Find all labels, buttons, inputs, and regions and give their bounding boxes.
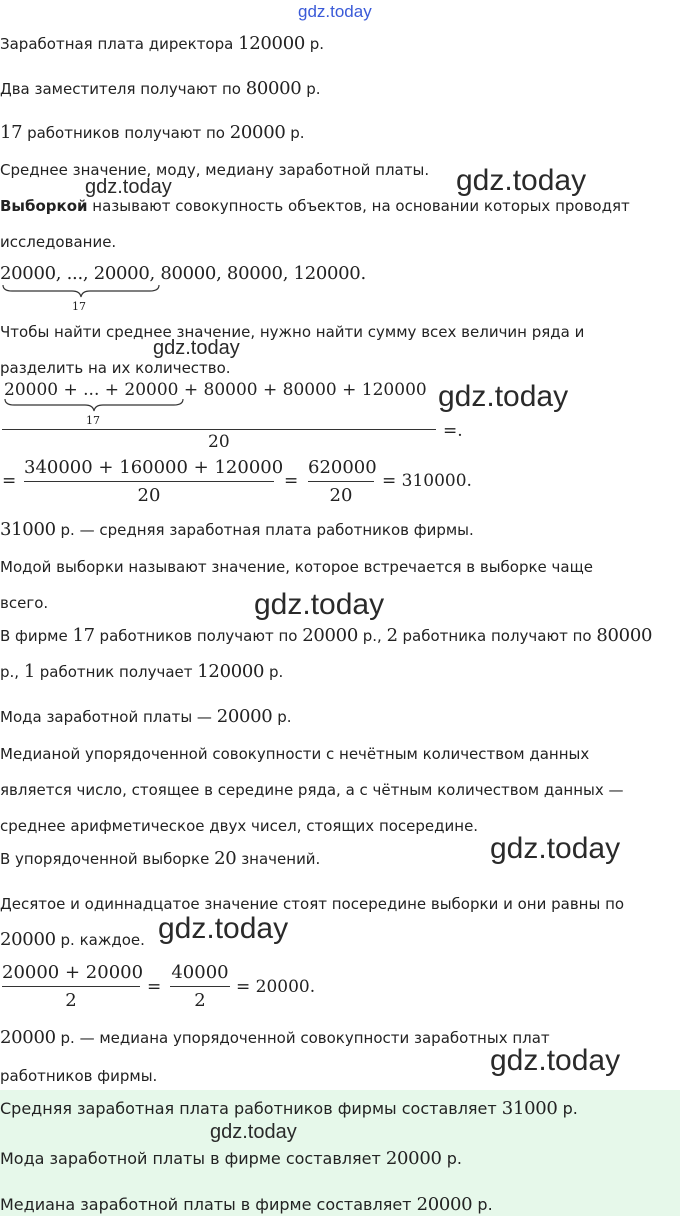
given-deputies: Два заместителя получают по 80000 р.	[0, 78, 321, 99]
watermark: gdz.today	[490, 1044, 621, 1077]
mean-fraction-2: 620000 20	[308, 457, 377, 506]
mode-definition: Модой выборки называют значение, которое встречается в выборке чаще	[0, 558, 593, 576]
task-statement: Среднее значение, моду, медиану заработной платы.	[0, 161, 430, 179]
answer-mean: Средняя заработная плата работников фирмы составляет 31000 р.	[0, 1098, 578, 1119]
mean-result: = 310000.	[382, 471, 472, 491]
watermark: gdz.today	[456, 164, 587, 197]
watermark: gdz.today	[158, 912, 289, 945]
sample-definition: Выборкой называют совокупность объектов, на основании которых проводят	[0, 197, 630, 215]
mean-numerator: 20000 + ... + 20000 + 80000 + 80000 + 120000	[4, 380, 427, 400]
median-fraction-2: 40000 2	[171, 962, 229, 1011]
mode-result: Мода заработной платы — 20000 р.	[0, 706, 292, 727]
median-fraction-1: 20000 + 20000 2	[2, 962, 144, 1011]
mean-eq-mid: =	[284, 471, 299, 491]
median-conclusion: 20000 р. — медиана упорядоченной совокупности заработных плат	[0, 1027, 550, 1048]
mean-equals: =.	[443, 421, 463, 441]
given-workers: 17 работников получают по 20000 р.	[0, 122, 305, 143]
median-conclusion-cont: работников фирмы.	[0, 1067, 158, 1085]
mean-brace-label: 17	[86, 414, 100, 427]
mean-explanation: Чтобы найти среднее значение, нужно найти сумму всех величин ряда и	[0, 323, 585, 341]
answer-mode: Мода заработной платы в фирме составляет 20000 р.	[0, 1148, 462, 1169]
median-definition-cont: является число, стоящее в середине ряда, а с чётным количеством данных —	[0, 781, 624, 799]
mean-fraction-bar	[2, 429, 436, 430]
watermark: gdz.today	[85, 176, 172, 198]
mean-denominator: 20	[208, 432, 230, 452]
watermark: gdz.today	[153, 337, 240, 359]
mode-data-line-cont: р., 1 работник получает 120000 р.	[0, 661, 284, 682]
median-middle: Десятое и одиннадцатое значение стоят посередине выборки и они равны по	[0, 895, 625, 913]
sample-row: 20000, ..., 20000, 80000, 80000, 120000.	[0, 263, 366, 284]
mean-conclusion: 31000 р. — средняя заработная плата работников фирмы.	[0, 519, 474, 540]
sample-definition-cont: исследование.	[0, 233, 117, 251]
mean-eq-lead: =	[2, 471, 17, 491]
mean-explanation-cont: разделить на их количество.	[0, 359, 231, 377]
sample-brace-label: 17	[72, 300, 86, 313]
watermark: gdz.today	[254, 588, 385, 621]
given-director: Заработная плата директора 120000 р.	[0, 33, 325, 54]
mean-brace	[4, 398, 184, 412]
median-eq-mid: =	[147, 977, 162, 997]
answer-median: Медиана заработной платы в фирме составляет 20000 р.	[0, 1194, 493, 1215]
mode-definition-cont: всего.	[0, 594, 49, 612]
sample-brace	[2, 284, 160, 298]
mode-data-line: В фирме 17 работников получают по 20000 р., 2 работника получают по 80000	[0, 625, 653, 646]
site-logo[interactable]: gdz.today	[298, 2, 372, 21]
median-definition: Медианой упорядоченной совокупности с нечётным количеством данных	[0, 745, 590, 763]
watermark: gdz.today	[438, 380, 569, 413]
median-result: = 20000.	[236, 977, 316, 997]
median-count: В упорядоченной выборке 20 значений.	[0, 848, 321, 869]
median-definition-end: среднее арифметическое двух чисел, стоящих посередине.	[0, 817, 479, 835]
sample-term: Выборкой	[0, 197, 88, 215]
mean-fraction-1: 340000 + 160000 + 120000 20	[24, 457, 284, 506]
watermark: gdz.today	[210, 1121, 297, 1143]
median-middle-cont: 20000 р. каждое.	[0, 929, 145, 950]
watermark: gdz.today	[490, 832, 621, 865]
